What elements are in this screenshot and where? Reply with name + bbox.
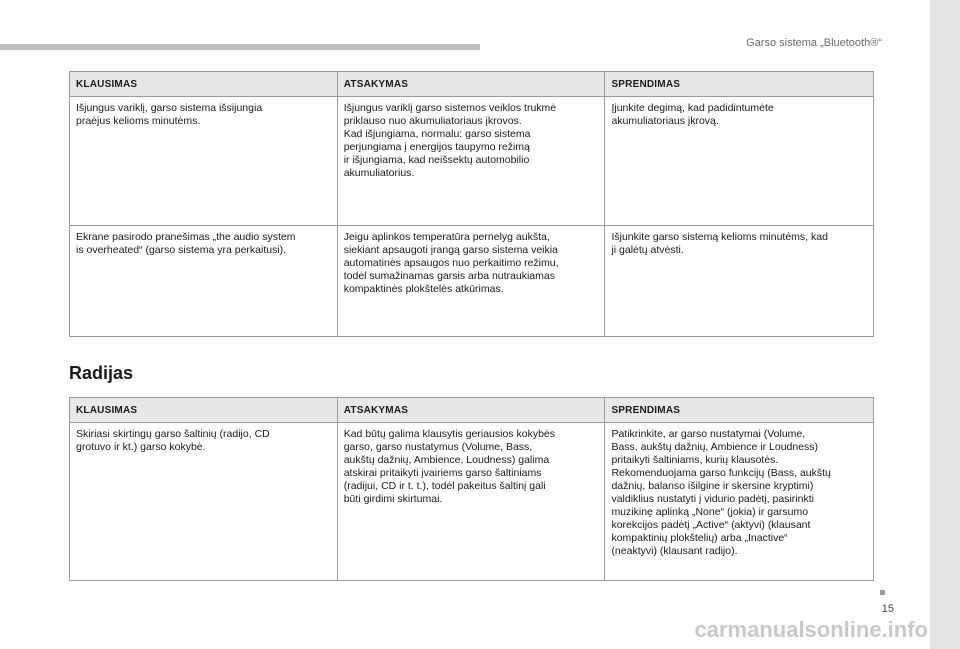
page-number: 15 xyxy=(881,603,894,615)
section-title-radio: Radijas xyxy=(69,363,134,383)
column-header-question: KLAUSIMAS xyxy=(70,72,338,97)
watermark: carmanualsonline.info xyxy=(694,617,928,642)
troubleshooting-table-radio xyxy=(69,397,874,581)
column-header-answer: ATSAKYMAS xyxy=(337,72,605,97)
page-header-title: Garso sistema „Bluetooth®“ xyxy=(746,37,882,49)
answer-cell: Išjungus variklį garso sistemos veiklos trukmė priklauso nuo akumuliatoriaus įkrovos. Kad išjungiama, normalu: garso sistema perjungiama į energijos taupymo režimą ir išjungiama, kad neišsektų automobilio akumuliatorius. xyxy=(337,97,605,226)
column-header-answer: ATSAKYMAS xyxy=(337,398,605,423)
column-header-solution: SPRENDIMAS xyxy=(605,72,874,97)
table-row xyxy=(70,97,874,226)
question-cell: Skiriasi skirtingų garso šaltinių (radijo, CD grotuvo ir kt.) garso kokybė. xyxy=(70,423,338,581)
solution-cell: Išjunkite garso sistemą kelioms minutėms, kad ji galėtų atvėsti. xyxy=(605,226,874,337)
table-row xyxy=(70,226,874,337)
table-row xyxy=(70,423,874,581)
solution-cell: Patikrinkite, ar garso nustatymai (Volume, Bass, aukštų dažnių, Ambience ir Loudness) pritaikyti šaltiniams, kurių klausotės. Rekomenduojama garso funkcijų (Bass, aukštų dažnių, balanso išilgine ir skersine kryptimi) valdiklius nustatyti į vidurio padėtį, pasirinkti muzikinę aplinką „None“ (jokia) ir garsumo korekcijos padėtį „Active“ (aktyvi) (klausant kompaktinių plokštelių) arba „Inactive“ (neaktyvi) (klausant radijo). xyxy=(605,423,874,581)
side-margin-bar xyxy=(930,0,960,649)
question-cell: Ekrane pasirodo pranešimas „the audio system is overheated“ (garso sistema yra perkaitusi). xyxy=(70,226,338,337)
solution-cell: Įjunkite degimą, kad padidintumėte akumuliatoriaus įkrovą. xyxy=(605,97,874,226)
table-header-row xyxy=(70,72,874,97)
troubleshooting-table-general xyxy=(69,71,874,337)
column-header-solution: SPRENDIMAS xyxy=(605,398,874,423)
header-bar xyxy=(0,44,480,50)
answer-cell: Jeigu aplinkos temperatūra pernelyg aukšta, siekiant apsaugoti įrangą garso sistema veikia automatinės apsaugos nuo perkaitimo režimu, todėl sumažinamas garsis arba nutraukiamas kompaktinės plokštelės atkūrimas. xyxy=(337,226,605,337)
question-cell: Išjungus variklį, garso sistema išsijungia praėjus kelioms minutėms. xyxy=(70,97,338,226)
answer-cell: Kad būtų galima klausytis geriausios kokybės garso, garso nustatymus (Volume, Bass, aukštų dažnių, Ambience, Loudness) galima atskirai pritaikyti įvairiems garso šaltiniams (radijui, CD ir t. t.), todėl pakeitus šaltinį gali būti girdimi skirtumai. xyxy=(337,423,605,581)
page-marker-dot xyxy=(880,590,885,595)
table-header-row xyxy=(70,398,874,423)
column-header-question: KLAUSIMAS xyxy=(70,398,338,423)
